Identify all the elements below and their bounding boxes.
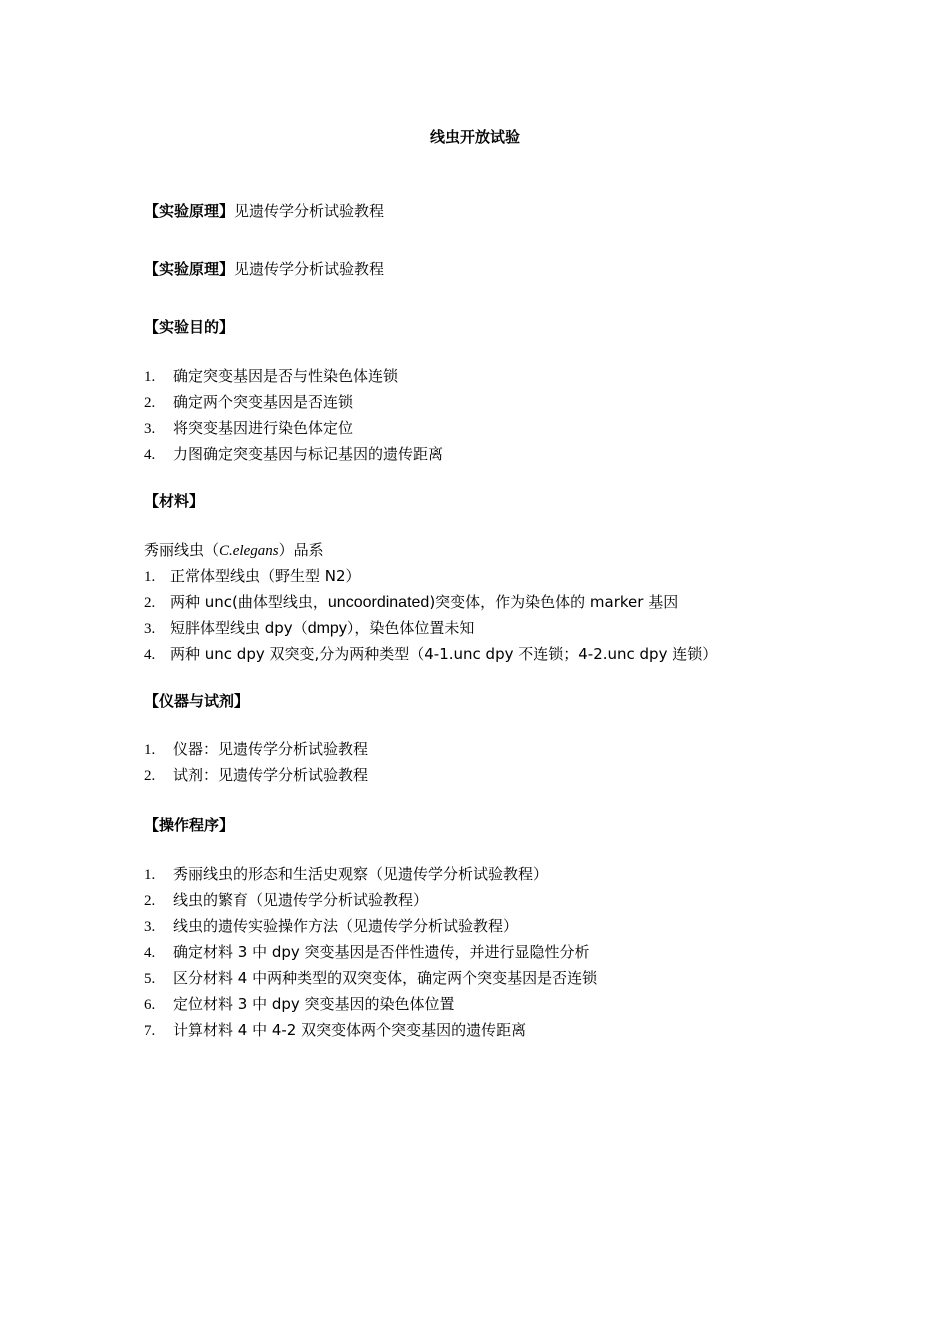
principle-label-2: 【实验原理】 — [144, 260, 235, 278]
materials-list — [144, 538, 717, 668]
list-item: 6. 定位材料 3 中 dpy 突变基因的染色体位置 — [144, 995, 455, 1013]
list-item: 3. 短胖体型线虫 dpy（dmpy），染色体位置未知 — [144, 619, 475, 637]
principle-heading-1 — [144, 200, 384, 223]
purpose-label: 【实验目的】 — [144, 318, 235, 336]
list-item: 4. 两种 unc dpy 双突变,分为两种类型（4-1.unc dpy 不连锁；4-2.unc dpy 连锁） — [144, 645, 718, 663]
list-item: 5. 区分材料 4 中两种类型的双突变体，确定两个突变基因是否连锁 — [144, 969, 598, 987]
list-item: 1. 确定突变基因是否与性染色体连锁 — [144, 367, 399, 385]
list-item: 2. 两种 unc(曲体型线虫，uncoordinated)突变体，作为染色体的 marker 基因 — [144, 593, 679, 611]
list-item: 2. 试剂：见遗传学分析试验教程 — [144, 766, 369, 784]
principle-text-2: 见遗传学分析试验教程 — [234, 260, 385, 278]
list-item: 3. 将突变基因进行染色体定位 — [144, 419, 354, 437]
materials-heading — [144, 490, 204, 513]
document-title: 线虫开放试验 — [429, 128, 520, 146]
instruments-label: 【仪器与试剂】 — [144, 692, 250, 710]
list-item: 1. 正常体型线虫（野生型 N2） — [144, 567, 361, 585]
principle-text-1: 见遗传学分析试验教程 — [234, 202, 385, 220]
materials-intro: 秀丽线虫（C.elegans）品系 — [144, 541, 324, 559]
list-item: 1. 仪器：见遗传学分析试验教程 — [144, 740, 369, 758]
principle-heading-2 — [144, 258, 384, 281]
instruments-list — [144, 737, 368, 789]
procedure-list — [144, 862, 597, 1044]
procedure-label: 【操作程序】 — [144, 816, 235, 834]
list-item: 2. 确定两个突变基因是否连锁 — [144, 393, 354, 411]
purpose-list — [144, 364, 443, 468]
list-item: 4. 确定材料 3 中 dpy 突变基因是否伴性遗传，并进行显隐性分析 — [144, 943, 590, 961]
principle-label-1: 【实验原理】 — [144, 202, 235, 220]
procedure-heading — [144, 814, 234, 837]
instruments-heading — [144, 690, 249, 713]
list-item: 4. 力图确定突变基因与标记基因的遗传距离 — [144, 445, 444, 463]
list-item: 7. 计算材料 4 中 4-2 双突变体两个突变基因的遗传距离 — [144, 1021, 527, 1039]
purpose-heading — [144, 316, 234, 339]
list-item: 2. 线虫的繁育（见遗传学分析试验教程） — [144, 891, 429, 909]
list-item: 1. 秀丽线虫的形态和生活史观察（见遗传学分析试验教程） — [144, 865, 549, 883]
list-item: 3. 线虫的遗传实验操作方法（见遗传学分析试验教程） — [144, 917, 519, 935]
materials-label: 【材料】 — [144, 492, 205, 510]
